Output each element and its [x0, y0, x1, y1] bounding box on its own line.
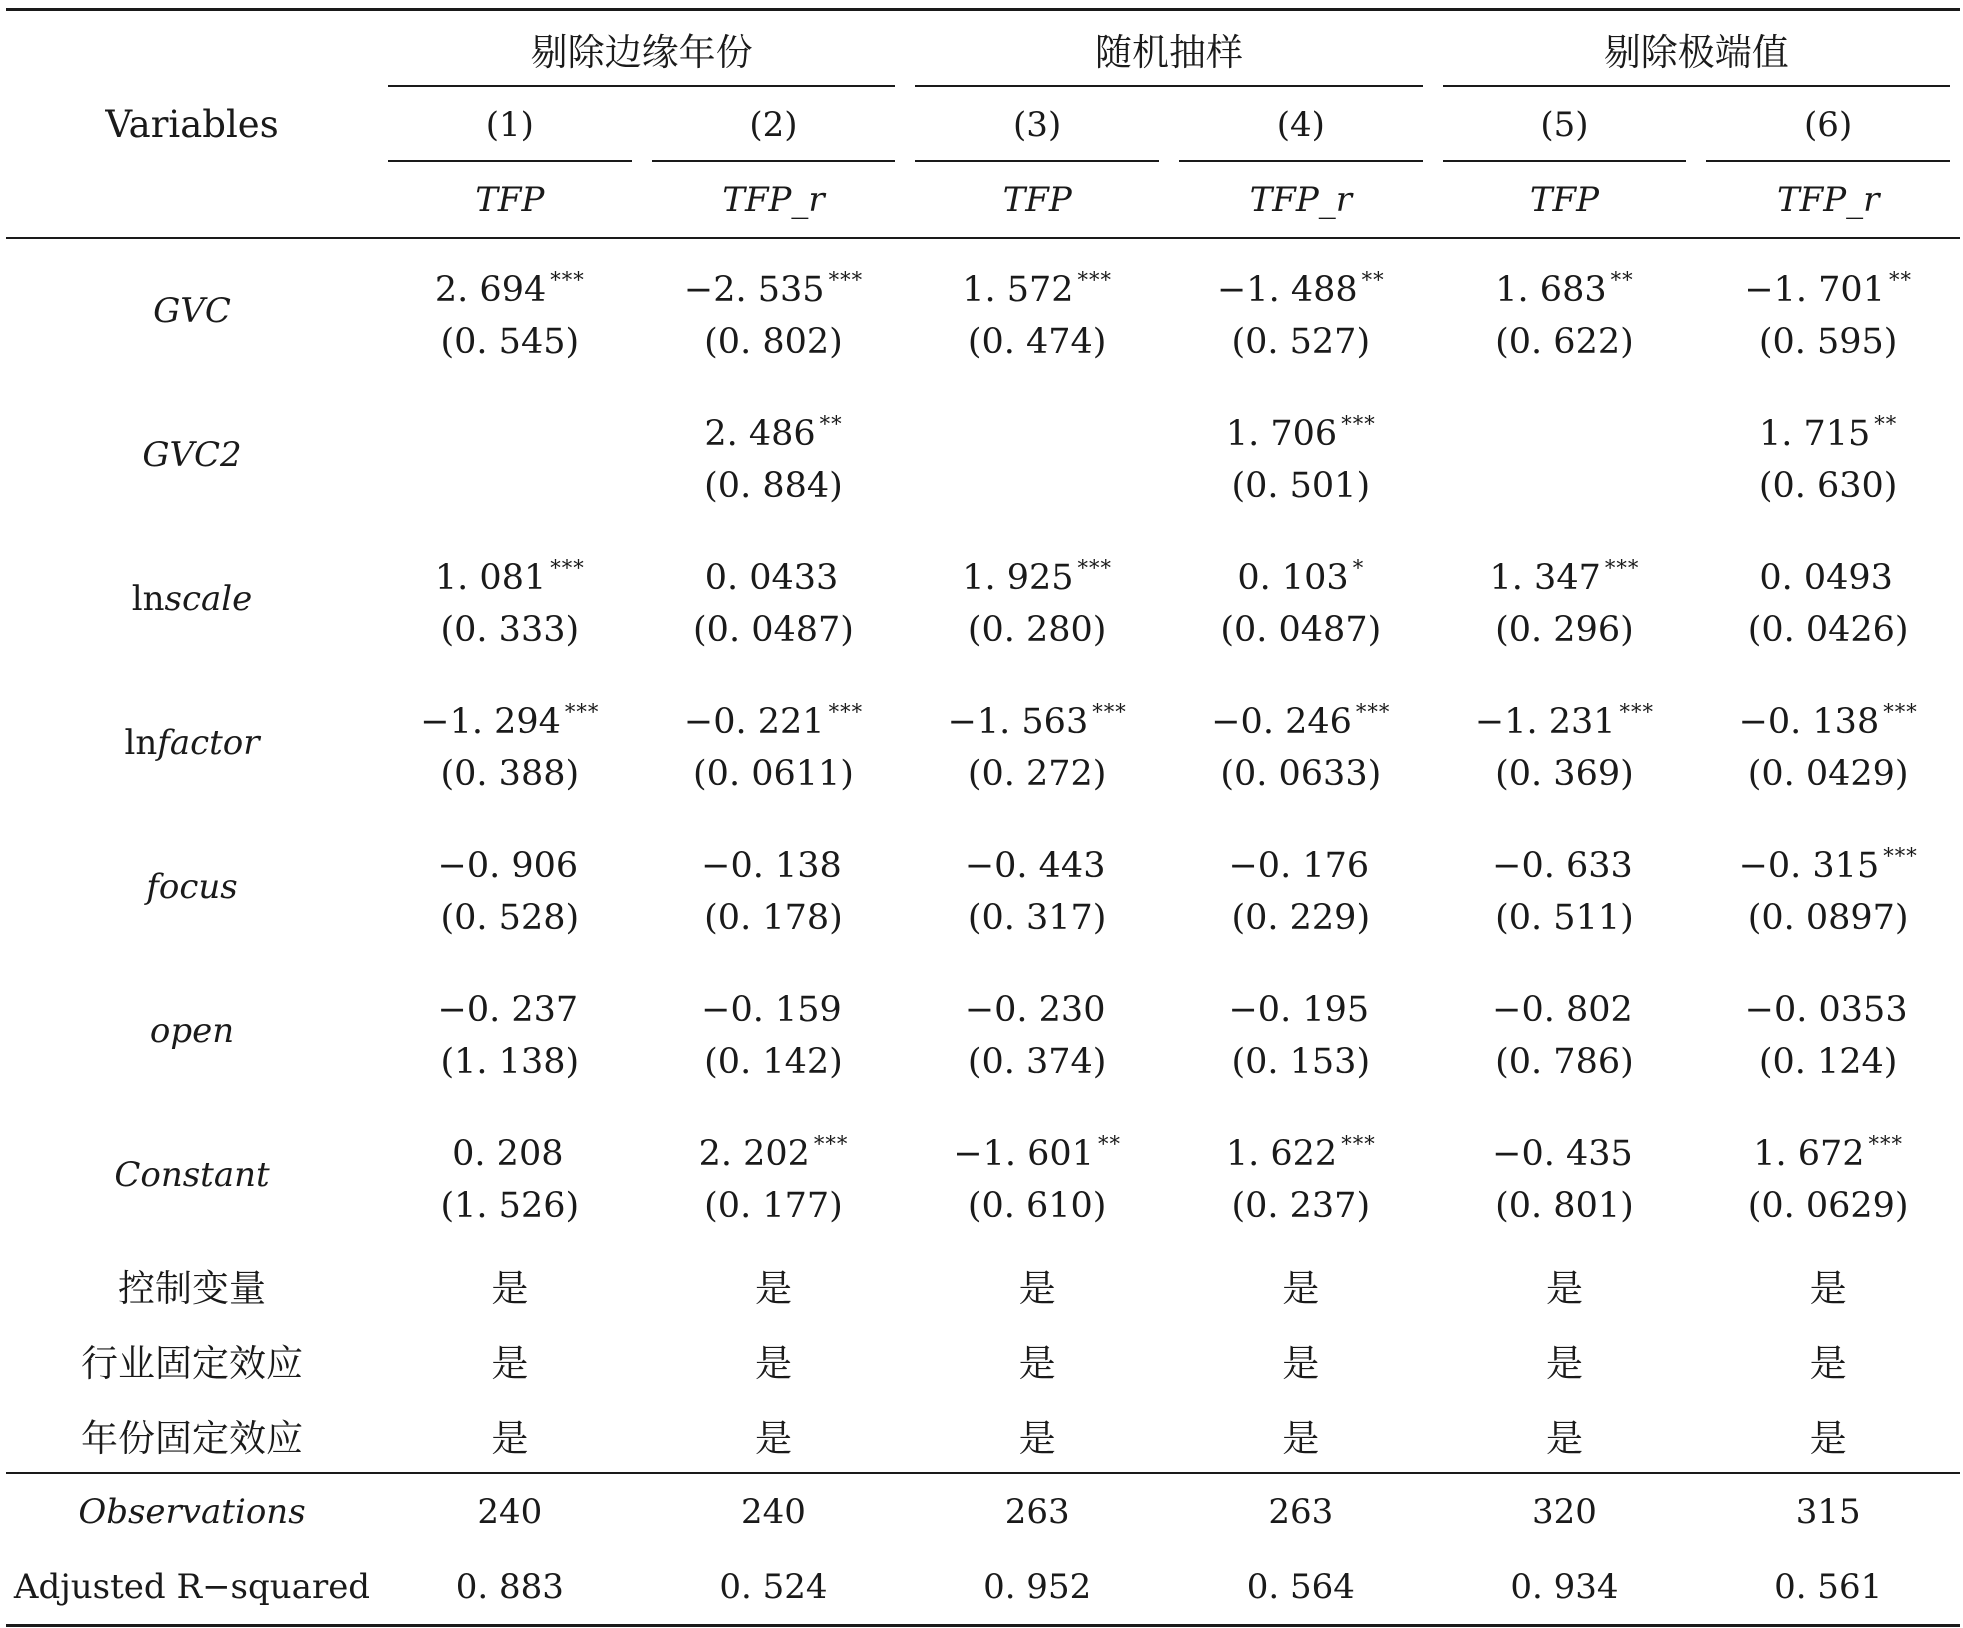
control-indicator: 是	[1018, 1341, 1056, 1385]
coef-cell	[905, 527, 1169, 671]
coefficient-value: −1. 601	[953, 1134, 1094, 1174]
coefficient-value: −1. 701	[1744, 270, 1885, 310]
stat-value: 263	[905, 1473, 1169, 1549]
coefficient	[642, 690, 906, 744]
coefficient-value: −1. 231	[1474, 702, 1616, 742]
standard-error: (0. 296)	[1495, 610, 1634, 650]
coef-cell	[905, 1103, 1169, 1247]
coefficient-value: −0. 0353	[1744, 990, 1908, 1030]
coefficient	[378, 690, 642, 744]
coefficient-value: 1. 925	[962, 558, 1074, 598]
coefficient	[1169, 258, 1433, 312]
coefficient-value: −0. 159	[701, 990, 842, 1030]
label-prefix: ln	[124, 723, 158, 763]
stat-value: 320	[1433, 1473, 1697, 1549]
control-indicator: 是	[1018, 1416, 1056, 1460]
significance-stars: ***	[564, 700, 600, 724]
coef-cell	[642, 1103, 906, 1247]
label-italic: factor	[157, 723, 260, 763]
control-indicator: 是	[1545, 1266, 1583, 1310]
stat-value: 0. 883	[378, 1549, 642, 1626]
standard-error: (1. 138)	[440, 1042, 580, 1082]
row-gvc2	[6, 383, 1960, 527]
standard-error: (0. 801)	[1495, 1186, 1634, 1226]
control-indicator: 是	[754, 1341, 792, 1385]
stat-value: 240	[378, 1473, 642, 1549]
coefficient	[378, 546, 642, 600]
stat-value: 0. 934	[1433, 1549, 1697, 1626]
significance-stars: **	[1610, 268, 1634, 292]
coef-cell	[378, 527, 642, 671]
coef-cell	[642, 671, 906, 815]
standard-error: (0. 0629)	[1747, 1186, 1909, 1226]
coefficient-value: 0. 208	[452, 1134, 564, 1174]
standard-error: (0. 0897)	[1747, 898, 1909, 938]
coefficient-value: −1. 294	[420, 702, 561, 742]
coefficient	[1433, 690, 1697, 744]
coef-cell	[378, 1103, 642, 1247]
coefficient-value: −0. 221	[683, 702, 825, 742]
coef-cell	[1169, 527, 1433, 671]
stat-value: 0. 564	[1169, 1549, 1433, 1626]
column-number: (3)	[905, 87, 1169, 162]
dependent-variable: TFP_r	[1169, 162, 1433, 238]
coefficient-value: −0. 138	[1738, 702, 1880, 742]
coefficient	[1169, 690, 1433, 744]
coefficient-value: −0. 138	[701, 846, 842, 886]
coef-cell	[905, 238, 1169, 383]
coefficient	[1433, 424, 1697, 478]
coefficient-value: −0. 435	[1492, 1134, 1633, 1174]
coef-cell	[1169, 1103, 1433, 1247]
coefficient-value: 0. 0493	[1759, 558, 1893, 598]
coefficient-value: −0. 443	[964, 846, 1106, 886]
coefficient	[642, 1122, 906, 1176]
coefficient	[378, 258, 642, 312]
coef-cell	[905, 815, 1169, 959]
standard-error: (0. 884)	[704, 466, 843, 506]
row-adjusted-r-squared	[6, 1549, 1960, 1626]
coefficient-value: −1. 563	[947, 702, 1089, 742]
coef-cell	[1433, 815, 1697, 959]
coef-cell	[1696, 238, 1960, 383]
coefficient-value: −1. 488	[1216, 270, 1358, 310]
coefficient-value: 1. 622	[1225, 1134, 1338, 1174]
coefficient-value: −0. 315	[1738, 846, 1880, 886]
row-label-lnfactor	[6, 671, 378, 815]
row-label-focus: focus	[146, 867, 238, 907]
significance-stars: ***	[550, 268, 585, 292]
coef-cell	[378, 959, 642, 1103]
row-label-gvc: GVC	[153, 291, 231, 331]
coefficient-value: 2. 694	[434, 270, 547, 310]
label-italic: scale	[164, 579, 253, 619]
coef-cell	[1696, 959, 1960, 1103]
coef-cell	[1696, 815, 1960, 959]
coef-cell	[1696, 1103, 1960, 1247]
coefficient	[1433, 1122, 1697, 1176]
standard-error: (0. 272)	[967, 754, 1107, 794]
coef-cell	[905, 383, 1169, 527]
standard-error: (0. 153)	[1231, 1042, 1371, 1082]
coef-cell	[378, 383, 642, 527]
coefficient	[905, 546, 1169, 600]
row-year-fixed-effects	[6, 1397, 1960, 1473]
coefficient	[1169, 1122, 1433, 1176]
control-indicator: 是	[754, 1416, 792, 1460]
standard-error: (1. 526)	[440, 1186, 580, 1226]
coef-cell	[378, 815, 642, 959]
dependent-variable: TFP	[1433, 162, 1697, 238]
row-lnfactor	[6, 671, 1960, 815]
significance-stars: **	[1888, 268, 1912, 292]
row-open	[6, 959, 1960, 1103]
coefficient-value: −0. 195	[1228, 990, 1370, 1030]
coefficient	[1169, 546, 1433, 600]
coef-cell	[1169, 815, 1433, 959]
row-label-industry-fe: 行业固定效应	[81, 1341, 303, 1385]
coef-cell	[1433, 527, 1697, 671]
significance-stars: **	[1361, 268, 1385, 292]
standard-error: (0. 595)	[1758, 322, 1898, 362]
column-number: (5)	[1433, 87, 1697, 162]
stat-value: 263	[1169, 1473, 1433, 1549]
dependent-variable: TFP	[378, 162, 642, 238]
coefficient-value: 0. 103	[1237, 558, 1349, 598]
coefficient	[642, 258, 906, 312]
standard-error: (0. 786)	[1495, 1042, 1634, 1082]
standard-error: (0. 0487)	[693, 610, 854, 650]
coefficient	[1696, 1122, 1960, 1176]
stat-value: 0. 561	[1696, 1549, 1960, 1626]
column-number: (2)	[642, 87, 906, 162]
coef-cell	[1433, 383, 1697, 527]
coefficient	[1433, 978, 1697, 1032]
standard-error: (0. 511)	[1495, 898, 1634, 938]
significance-stars: **	[1874, 412, 1898, 436]
coefficient	[905, 1122, 1169, 1176]
control-indicator: 是	[491, 1341, 529, 1385]
standard-error: (0. 0487)	[1220, 610, 1382, 650]
dependent-variable: TFP_r	[642, 162, 906, 238]
standard-error: (0. 622)	[1495, 322, 1634, 362]
row-label-gvc2: GVC2	[142, 435, 242, 475]
coefficient	[905, 834, 1169, 888]
row-lnscale	[6, 527, 1960, 671]
coef-cell	[642, 959, 906, 1103]
significance-stars: ***	[1341, 1132, 1376, 1156]
significance-stars: ***	[1604, 556, 1640, 580]
coefficient-value: −0. 246	[1211, 702, 1352, 742]
coefficient-value: 1. 683	[1495, 270, 1607, 310]
coefficient-value: 2. 486	[704, 414, 816, 454]
row-label-lnscale	[6, 527, 378, 671]
row-label-adjusted-r-squared: Adjusted R−squared	[6, 1549, 378, 1626]
significance-stars: **	[819, 412, 843, 436]
control-indicator: 是	[1545, 1341, 1583, 1385]
group-header-trim-years: 剔除边缘年份	[378, 10, 905, 88]
significance-stars: ***	[1355, 700, 1391, 724]
row-label-constant: Constant	[114, 1155, 270, 1195]
coefficient	[1169, 834, 1433, 888]
row-control-variables	[6, 1247, 1960, 1322]
coefficient-value: 1. 715	[1758, 414, 1871, 454]
significance-stars: ***	[550, 556, 585, 580]
label-prefix: ln	[131, 579, 165, 619]
standard-error: (0. 142)	[704, 1042, 843, 1082]
standard-error: (0. 0426)	[1747, 610, 1909, 650]
coefficient	[1696, 834, 1960, 888]
coefficient	[1696, 258, 1960, 312]
coefficient	[1696, 978, 1960, 1032]
coefficient-value: −0. 906	[437, 846, 579, 886]
regression-table	[6, 8, 1960, 1627]
coefficient-value: 2. 202	[698, 1134, 810, 1174]
coefficient	[1696, 402, 1960, 456]
significance-stars: ***	[1092, 700, 1127, 724]
coef-cell	[1169, 671, 1433, 815]
significance-stars: ***	[1077, 268, 1113, 292]
standard-error: (0. 237)	[1231, 1186, 1371, 1226]
significance-stars: *	[1352, 556, 1365, 580]
significance-stars: ***	[1077, 556, 1113, 580]
coef-cell	[1169, 383, 1433, 527]
stat-value: 0. 952	[905, 1549, 1169, 1626]
column-number: (1)	[378, 87, 642, 162]
coef-cell	[642, 383, 906, 527]
coef-cell	[642, 238, 906, 383]
coef-cell	[1696, 383, 1960, 527]
standard-error: (0. 610)	[967, 1186, 1107, 1226]
row-gvc	[6, 238, 1960, 383]
coef-cell	[1696, 527, 1960, 671]
significance-stars: ***	[828, 268, 864, 292]
control-indicator: 是	[491, 1266, 529, 1310]
coefficient	[378, 1122, 642, 1176]
coefficient	[642, 402, 906, 456]
coefficient-value: −2. 535	[683, 270, 825, 310]
coef-cell	[1433, 959, 1697, 1103]
coefficient	[1169, 402, 1433, 456]
significance-stars: ***	[828, 700, 864, 724]
row-observations	[6, 1473, 1960, 1549]
coef-cell	[1433, 671, 1697, 815]
coef-cell	[905, 959, 1169, 1103]
significance-stars: ***	[1619, 700, 1655, 724]
coef-cell	[1169, 959, 1433, 1103]
row-label-open: open	[149, 1011, 235, 1051]
standard-error: (0. 177)	[704, 1186, 843, 1226]
coefficient-value: −0. 802	[1492, 990, 1633, 1030]
standard-error: (0. 229)	[1231, 898, 1371, 938]
stat-value: 240	[642, 1473, 906, 1549]
standard-error: (0. 501)	[1231, 466, 1371, 506]
coef-cell	[905, 671, 1169, 815]
control-indicator: 是	[1545, 1416, 1583, 1460]
coef-cell	[642, 527, 906, 671]
significance-stars: ***	[813, 1132, 849, 1156]
standard-error: (0. 527)	[1231, 322, 1371, 362]
coef-cell	[1433, 238, 1697, 383]
coefficient-value: 1. 347	[1489, 558, 1601, 598]
coefficient	[1696, 546, 1960, 600]
dependent-variable: TFP	[905, 162, 1169, 238]
standard-error: (0. 0429)	[1747, 754, 1909, 794]
standard-error: (0. 0611)	[693, 754, 854, 794]
standard-error: (0. 369)	[1495, 754, 1634, 794]
control-indicator: 是	[1282, 1416, 1320, 1460]
standard-error: (0. 317)	[967, 898, 1107, 938]
significance-stars: **	[1097, 1132, 1121, 1156]
row-label-control-variables: 控制变量	[118, 1266, 266, 1310]
standard-error: (0. 474)	[967, 322, 1107, 362]
control-indicator: 是	[1809, 1341, 1847, 1385]
significance-stars: ***	[1883, 700, 1918, 724]
coefficient	[378, 978, 642, 1032]
standard-error: (0. 374)	[967, 1042, 1107, 1082]
control-indicator: 是	[491, 1416, 529, 1460]
group-header-random-sample: 随机抽样	[905, 10, 1432, 88]
dependent-variable: TFP_r	[1696, 162, 1960, 238]
coefficient-value: −0. 633	[1492, 846, 1633, 886]
coefficient	[1169, 978, 1433, 1032]
significance-stars: ***	[1883, 844, 1918, 868]
row-focus	[6, 815, 1960, 959]
coefficient	[1696, 690, 1960, 744]
coefficient	[642, 546, 906, 600]
control-indicator: 是	[1809, 1416, 1847, 1460]
coef-cell	[1433, 1103, 1697, 1247]
coefficient-value: −0. 230	[964, 990, 1106, 1030]
group-header-trim-outliers: 剔除极端值	[1433, 10, 1960, 88]
control-indicator: 是	[1809, 1266, 1847, 1310]
coefficient	[642, 978, 906, 1032]
coefficient-value: 1. 672	[1753, 1134, 1865, 1174]
coefficient	[1433, 546, 1697, 600]
coefficient	[378, 834, 642, 888]
stat-value: 315	[1696, 1473, 1960, 1549]
coefficient-value: −0. 176	[1228, 846, 1370, 886]
variables-header: Variables	[6, 10, 378, 239]
coefficient	[642, 834, 906, 888]
coefficient-value: 1. 706	[1225, 414, 1338, 454]
coef-cell	[1169, 238, 1433, 383]
row-industry-fixed-effects	[6, 1322, 1960, 1397]
row-label-observations: Observations	[6, 1473, 378, 1549]
coefficient-value: −0. 237	[437, 990, 579, 1030]
coefficient	[1433, 834, 1697, 888]
coefficient-value: 1. 081	[434, 558, 547, 598]
standard-error: (0. 388)	[440, 754, 580, 794]
standard-error: (0. 630)	[1758, 466, 1898, 506]
standard-error: (0. 802)	[704, 322, 843, 362]
standard-error: (0. 528)	[440, 898, 580, 938]
significance-stars: ***	[1341, 412, 1376, 436]
control-indicator: 是	[1282, 1341, 1320, 1385]
coefficient	[905, 258, 1169, 312]
standard-error: (0. 124)	[1758, 1042, 1898, 1082]
standard-error: (0. 178)	[704, 898, 843, 938]
row-label-year-fe: 年份固定效应	[81, 1416, 303, 1460]
coefficient	[1433, 258, 1697, 312]
control-indicator: 是	[754, 1266, 792, 1310]
coef-cell	[642, 815, 906, 959]
control-indicator: 是	[1018, 1266, 1056, 1310]
row-constant	[6, 1103, 1960, 1247]
coefficient	[905, 424, 1169, 478]
coefficient	[378, 424, 642, 478]
column-number: (4)	[1169, 87, 1433, 162]
coef-cell	[378, 238, 642, 383]
coefficient	[905, 690, 1169, 744]
control-indicator: 是	[1282, 1266, 1320, 1310]
coef-cell	[1696, 671, 1960, 815]
header-group-row	[6, 10, 1960, 88]
standard-error: (0. 0633)	[1220, 754, 1382, 794]
coef-cell	[378, 671, 642, 815]
coefficient-value: 1. 572	[962, 270, 1074, 310]
stat-value: 0. 524	[642, 1549, 906, 1626]
standard-error: (0. 280)	[967, 610, 1107, 650]
standard-error: (0. 333)	[440, 610, 580, 650]
coefficient-value: 0. 0433	[704, 558, 839, 598]
standard-error: (0. 545)	[440, 322, 580, 362]
coefficient	[905, 978, 1169, 1032]
column-number: (6)	[1696, 87, 1960, 162]
significance-stars: ***	[1868, 1132, 1904, 1156]
